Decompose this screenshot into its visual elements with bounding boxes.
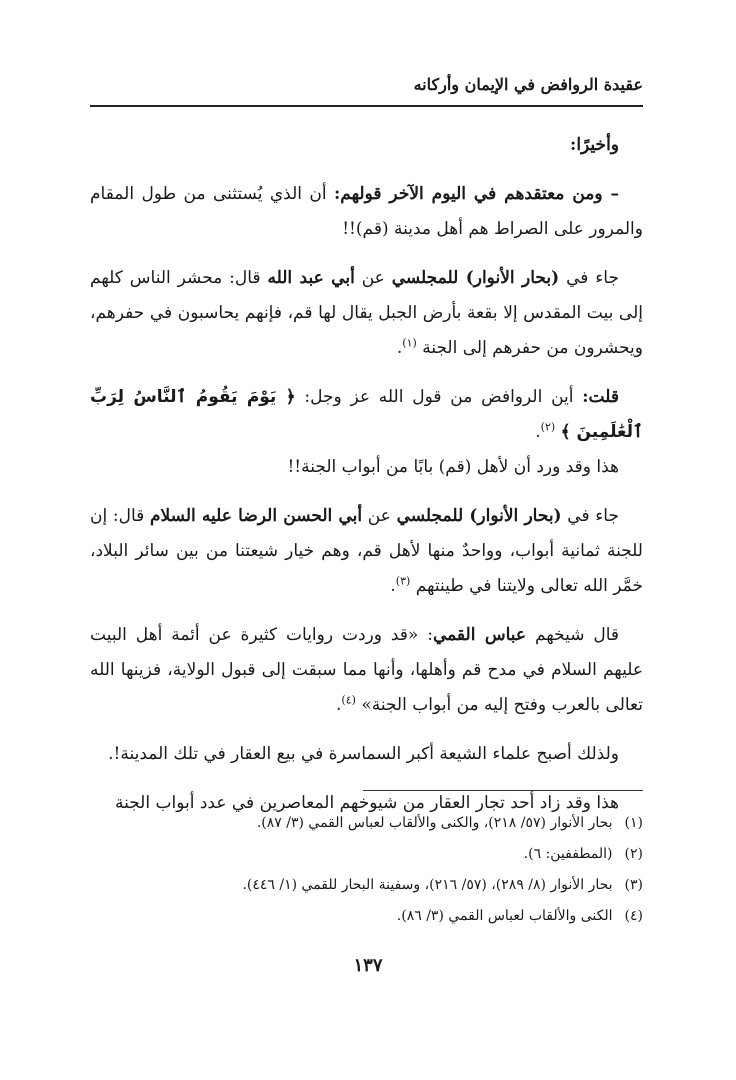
paragraph-5-source: (بحار الأنوار) للمجلسي [396,506,562,526]
paragraph-3-lead: قلت: [582,387,620,407]
paragraph-6-scholar: عباس القمي [432,625,527,645]
paragraph-1-lead: – ومن معتقدهم في اليوم الآخر قولهم: [334,184,619,204]
footnote-text: (المطففين: ٦). [523,846,613,862]
paragraph-1 [90,177,643,247]
footnote-text: بحار الأنوار (٥٧/ ٢١٨)، والكنى والألقاب لعباس القمي (٣/ ٨٧). [256,815,613,831]
paragraph-3 [90,380,643,450]
paragraph-2-pre: جاء في [559,268,619,288]
paragraph-6-pre: قال شيخهم [526,625,620,645]
heading-lastly: وأخيرًا: [570,135,619,155]
paragraph-7: ولذلك أصبح علماء الشيعة أكبر السماسرة في بيع العقار في تلك المدينة!. [108,744,619,764]
footnote-1 [90,808,643,839]
paragraph-2 [90,261,643,366]
running-header: عقيدة الروافض في الإيمان وأركانه [413,75,643,94]
paragraph-5 [90,499,643,604]
footnotes [90,808,643,932]
footnote-2 [90,839,643,870]
paragraph-2-narrator: أبي عبد الله [267,268,355,288]
footnote-ref-3[interactable]: (٣) [395,574,411,588]
footnote-ref-2[interactable]: (٢) [540,420,556,434]
paragraph-1-text: أن الذي يُستثنى من طول المقام والمرور على الصراط هم أهل مدينة (قم)!! [90,184,643,239]
footnote-text: الكنى والألقاب لعباس القمي (٣/ ٨٦). [396,908,613,924]
paragraph-6-end: . [335,695,342,715]
footnote-number: (٣) [624,877,643,893]
paragraph-2-text: قال: محشر الناس كلهم إلى بيت المقدس إلا بقعة بأرض الجبل يقال لها قم، فإنهم يحاسبون في حفرهم، ويحشرون من حفرهم إلى الجنة [90,268,643,358]
paragraph-2-end: . [396,338,403,358]
footnote-ref-1[interactable]: (١) [402,336,417,350]
paragraph-2-source: (بحار الأنوار) للمجلسي [391,268,560,288]
paragraph-5-pre: جاء في [561,506,619,526]
footnote-number: (٤) [624,908,643,924]
paragraph-5-mid: عن [362,506,397,526]
footnote-3 [90,870,643,901]
quran-verse: ﴿ يَوْمَ يَقُومُ ٱلنَّاسُ لِرَبِّ ٱلْعَٰلَمِينَ ﴾ [90,387,643,442]
paragraph-3-text: أين الروافض من قول الله عز وجل: [295,387,583,407]
page-number: ١٣٧ [353,955,383,976]
body-text [90,128,643,821]
paragraph-4: هذا وقد ورد أن لأهل (قم) بابًا من أبواب الجنة!! [287,457,619,477]
footnote-number: (٢) [624,846,643,862]
footnote-ref-4[interactable]: (٤) [341,693,356,707]
paragraph-2-mid: عن [354,268,392,288]
footnote-separator [363,790,643,791]
footnote-4 [90,901,643,932]
header-rule [90,105,643,107]
paragraph-8: هذا وقد زاد أحد تجار العقار من شيوخهم المعاصرين في عدد أبواب الجنة [114,793,619,813]
paragraph-3-end: . [535,422,541,442]
paragraph-5-text: قال: إن للجنة ثمانية أبواب، وواحدٌ منها لأهل قم، وهم خيار شيعتنا من بين سائر البلاد، خمَّر الله تعالى ولايتنا في طينتهم [90,506,643,596]
paragraph-6-text: : «قد وردت روايات كثيرة عن أئمة أهل البيت عليهم السلام في مدح قم وأهلها، وأنها مما سبقت إلى قبول الولاية، فزينها الله تعالى بالعرب وفتح إليه من أبواب الجنة» [90,625,643,715]
paragraph-6 [90,618,643,723]
footnote-number: (١) [624,815,643,831]
paragraph-5-narrator: أبي الحسن الرضا عليه السلام [149,506,363,526]
paragraph-5-end: . [390,576,396,596]
footnote-text: بحار الأنوار (٨/ ٢٨٩)، (٥٧/ ٢١٦)، وسفينة البحار للقمي (١/ ٤٤٦). [242,877,613,893]
